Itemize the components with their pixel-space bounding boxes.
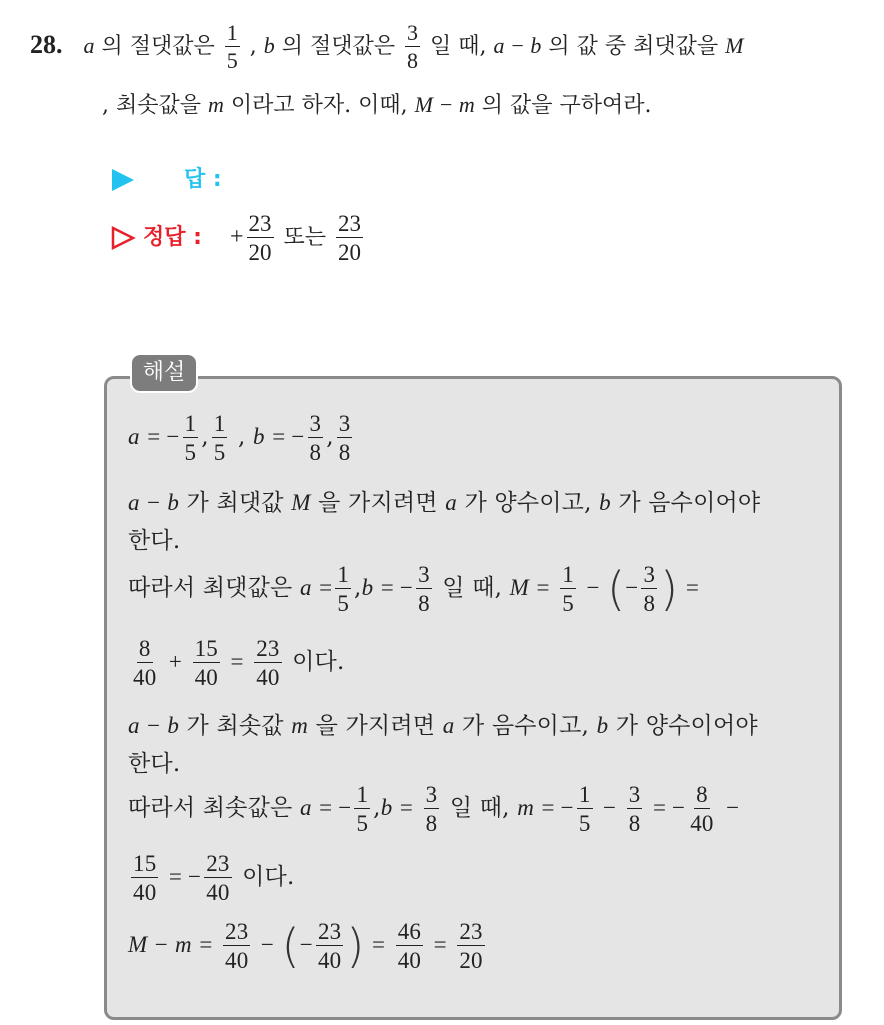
fraction: $\frac{3}{8}$ bbox=[407, 20, 419, 73]
equals: = bbox=[536, 575, 550, 600]
var-M: M bbox=[291, 490, 311, 515]
expr-M-minus-m: M − m bbox=[128, 932, 192, 957]
var-M: M bbox=[509, 575, 530, 600]
equals: = bbox=[685, 575, 700, 600]
sol-text: 일 때, bbox=[442, 575, 503, 601]
var-b: b bbox=[263, 33, 275, 58]
minus: − bbox=[260, 932, 275, 957]
var-b: b bbox=[252, 424, 265, 449]
answer-blank-row bbox=[110, 162, 222, 193]
equals: = bbox=[372, 932, 386, 957]
correct-answer-row bbox=[110, 212, 366, 264]
fraction: $\frac{1}{5}$ bbox=[356, 782, 369, 836]
solution-line bbox=[128, 637, 345, 689]
right-paren: ) bbox=[660, 562, 679, 616]
q-text: 이라고 하자. 이때, bbox=[230, 93, 408, 118]
fraction: $\frac{23}{20}$ bbox=[248, 211, 272, 265]
comma: , bbox=[354, 575, 362, 601]
sol-text: 가 최솟값 bbox=[186, 713, 284, 739]
solution-line bbox=[128, 783, 739, 835]
solution-tab: 해설 bbox=[130, 353, 198, 393]
q-text: 일 때, bbox=[430, 34, 487, 59]
q-text: 의 값 중 최댓값을 bbox=[548, 34, 719, 59]
var-b: b bbox=[599, 490, 611, 515]
expr-a-minus-b: a − b bbox=[128, 490, 180, 515]
answer-label: 답 : bbox=[184, 167, 222, 192]
fraction: $\frac{23}{40}$ bbox=[256, 636, 280, 690]
fraction: $\frac{23}{40}$ bbox=[206, 851, 230, 905]
equals: = bbox=[230, 649, 244, 674]
equals-neg: = − bbox=[319, 795, 352, 820]
or-text: 또는 bbox=[283, 225, 327, 250]
sol-text: 이다. bbox=[242, 864, 295, 890]
equals-neg: = − bbox=[168, 864, 202, 889]
sol-text: 한다. bbox=[128, 528, 181, 554]
equals: = bbox=[433, 932, 447, 957]
fraction: $\frac{23}{40}$ bbox=[225, 919, 249, 973]
comma: , bbox=[373, 795, 381, 821]
sol-text: 가 음수이고, bbox=[461, 713, 590, 739]
equals: = bbox=[399, 795, 414, 820]
fraction: $\frac{23}{20}$ bbox=[338, 211, 362, 265]
q-text: 의 값을 구하여라. bbox=[481, 93, 652, 118]
sol-text: 이다. bbox=[292, 649, 345, 675]
correct-answer-label: 정답 : bbox=[143, 225, 202, 250]
sol-text: 가 최댓값 bbox=[186, 490, 284, 516]
sol-text: 가 음수이어야 bbox=[618, 490, 761, 516]
q-text: , bbox=[249, 34, 264, 59]
equals-neg: = − bbox=[272, 424, 305, 449]
neg-sign: − bbox=[299, 932, 313, 957]
equals: = bbox=[319, 575, 333, 600]
var-m: m bbox=[291, 713, 309, 738]
fraction: $\frac{23}{20}$ bbox=[459, 919, 483, 973]
left-paren: ( bbox=[607, 562, 626, 616]
sol-text: 한다. bbox=[128, 751, 181, 777]
fraction: $\frac{3}{8}$ bbox=[418, 562, 430, 616]
var-b: b bbox=[596, 713, 609, 738]
fraction: $\frac{46}{40}$ bbox=[397, 919, 422, 973]
question-number: 28. bbox=[30, 30, 63, 59]
sol-text: 가 양수이어야 bbox=[615, 713, 758, 739]
comma: , bbox=[237, 424, 246, 450]
fraction: $\frac{3}{8}$ bbox=[338, 411, 351, 465]
outline-triangle-icon bbox=[110, 225, 136, 251]
comma: , bbox=[326, 424, 334, 450]
solution-line bbox=[128, 745, 180, 778]
equals-neg: = − bbox=[147, 424, 180, 449]
sol-text: 따라서 최댓값은 bbox=[128, 575, 293, 601]
play-triangle-icon bbox=[110, 167, 136, 193]
solution-line bbox=[128, 852, 295, 904]
var-a: a bbox=[83, 33, 95, 58]
q-text: , 최솟값을 bbox=[102, 93, 201, 118]
var-m: m bbox=[517, 795, 534, 820]
expr-M-minus-m: M − m bbox=[414, 92, 475, 117]
fraction: $\frac{1}{5}$ bbox=[226, 20, 238, 73]
q-text: 의 절댓값은 bbox=[101, 34, 215, 59]
fraction: $\frac{1}{5}$ bbox=[562, 562, 574, 616]
minus: − bbox=[603, 795, 617, 820]
question-line-1 bbox=[30, 22, 743, 72]
fraction: $\frac{23}{40}$ bbox=[317, 919, 342, 973]
plus: + bbox=[168, 649, 183, 674]
fraction: $\frac{1}{5}$ bbox=[213, 411, 226, 465]
neg-sign: − bbox=[625, 575, 639, 600]
sol-text: 을 가지려면 bbox=[318, 490, 438, 516]
equals-neg: = − bbox=[380, 575, 414, 600]
fraction: $\frac{15}{40}$ bbox=[133, 851, 157, 905]
left-paren: ( bbox=[281, 919, 300, 973]
fraction: $\frac{3}{8}$ bbox=[309, 411, 322, 465]
var-M: M bbox=[725, 33, 744, 58]
question-line-2 bbox=[102, 88, 651, 119]
minus: − bbox=[726, 795, 740, 820]
var-a: a bbox=[445, 490, 457, 515]
sol-text: 가 양수이고, bbox=[464, 490, 592, 516]
fraction: $\frac{8}{40}$ bbox=[690, 782, 714, 836]
var-m: m bbox=[208, 92, 224, 117]
fraction: $\frac{1}{5}$ bbox=[184, 411, 197, 465]
var-a: a bbox=[442, 713, 455, 738]
solution-line bbox=[128, 412, 355, 464]
comma: , bbox=[201, 424, 209, 450]
solution-line bbox=[128, 522, 180, 555]
solution-line bbox=[128, 484, 760, 517]
solution-line bbox=[128, 563, 699, 615]
solution-line bbox=[128, 920, 488, 972]
var-b: b bbox=[361, 575, 374, 600]
fraction: $\frac{1}{5}$ bbox=[578, 782, 591, 836]
equals: = bbox=[199, 932, 213, 957]
fraction: $\frac{1}{5}$ bbox=[337, 562, 350, 616]
fraction: $\frac{8}{40}$ bbox=[133, 636, 157, 690]
q-text: 의 절댓값은 bbox=[281, 34, 396, 59]
fraction: $\frac{15}{40}$ bbox=[194, 636, 219, 690]
minus: − bbox=[586, 575, 600, 600]
plus-sign: + bbox=[229, 224, 244, 250]
var-b: b bbox=[380, 795, 393, 820]
expr-a-minus-b: a − b bbox=[128, 713, 180, 738]
solution-line bbox=[128, 707, 758, 740]
expr-a-minus-b: a − b bbox=[493, 33, 542, 58]
var-a: a bbox=[128, 424, 140, 449]
fraction: $\frac{3}{8}$ bbox=[643, 562, 656, 616]
fraction: $\frac{3}{8}$ bbox=[628, 782, 641, 836]
sol-text: 따라서 최솟값은 bbox=[128, 795, 293, 821]
equals-neg: = − bbox=[541, 795, 574, 820]
fraction: $\frac{3}{8}$ bbox=[425, 782, 438, 836]
var-a: a bbox=[299, 575, 312, 600]
equals-neg: = − bbox=[652, 795, 686, 820]
sol-text: 을 가지려면 bbox=[315, 713, 436, 739]
sol-text: 일 때, bbox=[449, 795, 510, 821]
right-paren: ) bbox=[346, 919, 365, 973]
var-a: a bbox=[299, 795, 312, 820]
